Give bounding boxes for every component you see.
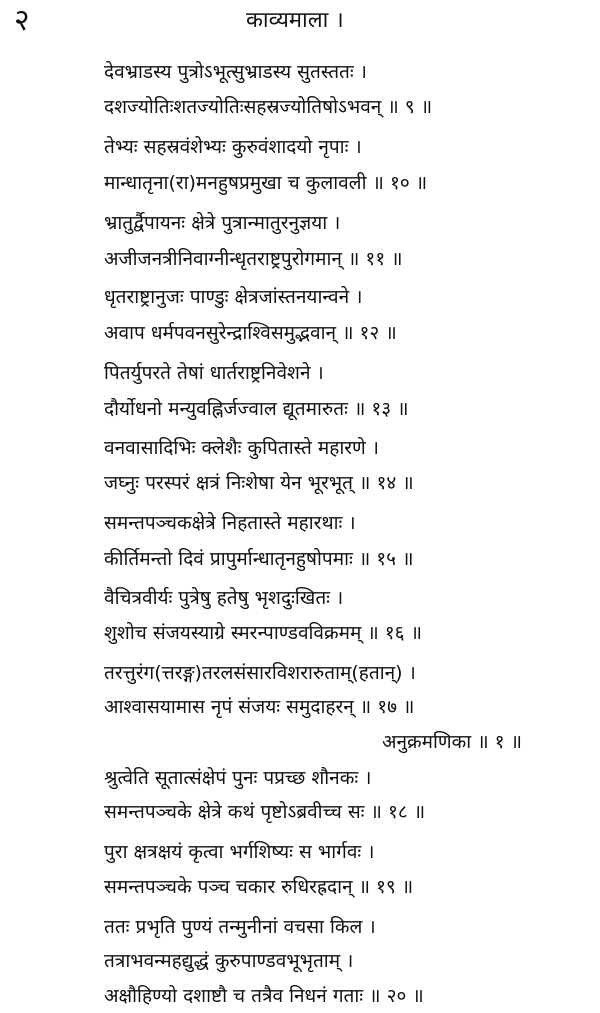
verse-line: जघ्नुः परस्परं क्षत्रं निःशेषा येन भूरभूत् ॥ १४ ॥ <box>104 472 414 494</box>
verse-line: समन्तपञ्चके पञ्च चकार रुधिरह्रदान् ॥ १९ ॥ <box>104 876 414 898</box>
verse-line: वनवासादिभिः क्लेशैः कुपितास्ते महारणे । <box>104 437 379 459</box>
page-number: २ <box>14 3 30 38</box>
verse-line: पुरा क्षत्रक्षयं कृत्वा भर्गशिष्यः स भार्गवः । <box>104 841 375 863</box>
verse-line: धृतराष्ट्रानुजः पाण्डुः क्षेत्रजांस्तनयान्वने । <box>104 286 363 308</box>
verse-line: ततः प्रभृति पुण्यं तन्मुनीनां वचसा किल । <box>104 916 376 938</box>
verse-line: पितर्युपरते तेषां धार्तराष्ट्रनिवेशने । <box>104 362 324 384</box>
verse-line: दौर्योधनो मन्युवह्निर्जज्वाल द्यूतमारुतः ॥ १३ ॥ <box>104 398 409 420</box>
verse-line: अवाप धर्मपवनसुरेन्द्राश्विसमुद्भवान् ॥ १२ ॥ <box>104 322 397 344</box>
verse-line: मान्धातृना(रा)मनहुषप्रमुखा च कुलावली ॥ १० ॥ <box>104 172 428 194</box>
verse-line: देवभ्राडस्य पुत्रोऽभूत्सुभ्राडस्य सुतस्ततः । <box>104 61 367 83</box>
verse-line: भ्रातुर्द्वैपायनः क्षेत्रे पुत्रान्मातुरनुज्ञया । <box>104 212 341 234</box>
verse-line: दशज्योतिःशतज्योतिःसहस्रज्योतिषोऽभवन् ॥ ९ ॥ <box>104 96 433 118</box>
verse-line: समन्तपञ्चके क्षेत्रे कथं पृष्टोऽब्रवीच्च सः ॥ १८ ॥ <box>104 801 426 823</box>
running-head: काव्यमाला । <box>246 8 344 33</box>
verse-line: कीर्तिमन्तो दिवं प्रापुर्मान्धातृनहुषोपमाः ॥ १५ ॥ <box>104 548 414 570</box>
verse-line: अजीजनत्रीनिवाग्नीन्धृतराष्ट्रपुरोगमान् ॥ ११ ॥ <box>104 248 403 270</box>
verse-line: समन्तपञ्चकक्षेत्रे निहतास्ते महारथाः । <box>104 512 356 534</box>
verse-line: अक्षौहिण्यो दशाष्टौ च तत्रैव निधनं गताः ॥ २० ॥ <box>104 985 424 1007</box>
section-title: अनुक्रमणिका ॥ १ ॥ <box>382 731 522 753</box>
verse-line: आश्वासयामास नृपं संजयः समुदाहरन् ॥ १७ ॥ <box>104 696 415 718</box>
verse-line: तेभ्यः सहस्रवंशेभ्यः कुरुवंशादयो नृपाः । <box>104 136 362 158</box>
verse-line: श्रुत्वेति सूतात्संक्षेपं पुनः पप्रच्छ शौनकः । <box>104 767 372 789</box>
verse-line: वैचित्रवीर्यः पुत्रेषु हतेषु भृशदुःखितः । <box>104 587 344 609</box>
verse-line: शुशोच संजयस्याग्रे स्मरन्पाण्डवविक्रमम् ॥ १६ ॥ <box>104 622 422 644</box>
verse-line: तत्राभवन्महद्युद्धं कुरुपाण्डवभूभृताम् । <box>104 950 354 972</box>
verse-line: तरत्तुरंग(त्तरङ्ग)तरलसंसारविशरारुताम्(हतान्) । <box>104 662 416 684</box>
